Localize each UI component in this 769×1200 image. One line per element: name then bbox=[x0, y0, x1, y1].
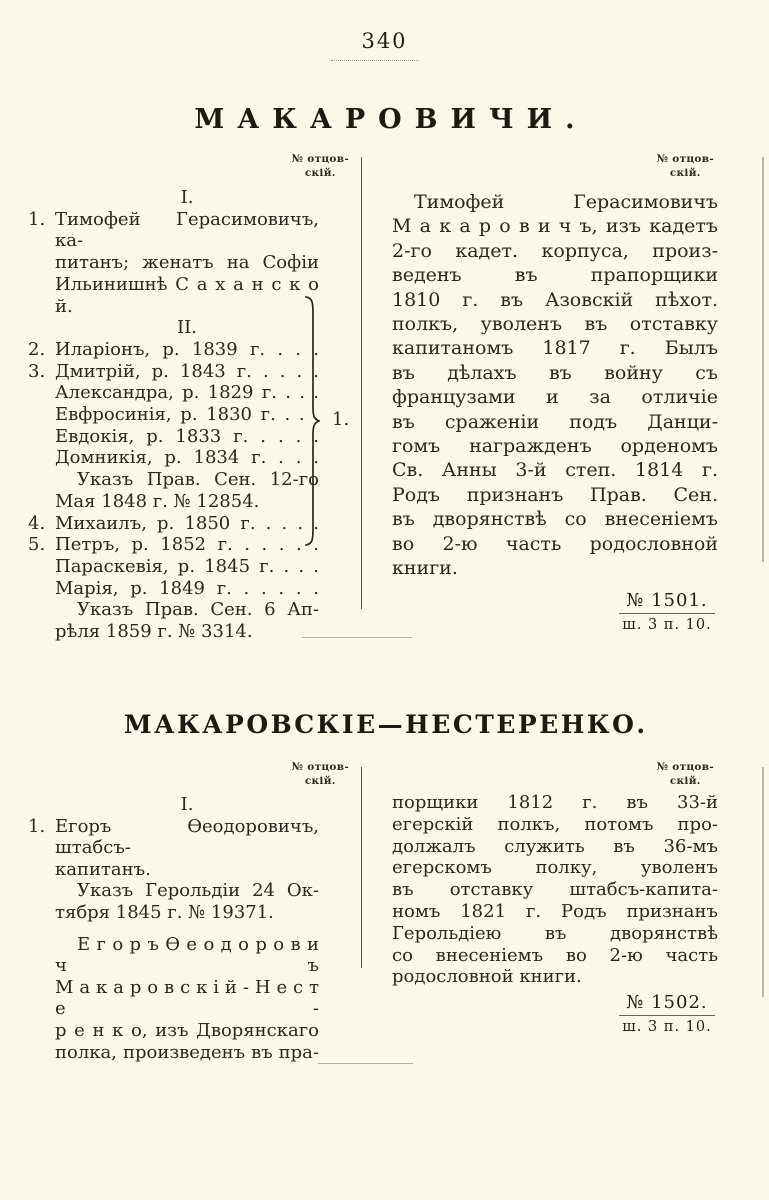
section1-right-column bbox=[392, 190, 718, 581]
entry-line bbox=[392, 966, 718, 988]
entry-line bbox=[392, 945, 718, 967]
entry-text: капитаномъ 1817 г. Былъ bbox=[392, 337, 718, 360]
entry-text: Домникія, р. 1834 г. . . . bbox=[55, 447, 319, 469]
entry-line bbox=[392, 214, 718, 238]
entry-text: полкъ, уволенъ въ отставку bbox=[392, 313, 718, 336]
entry-line bbox=[55, 491, 319, 513]
entry-line bbox=[28, 208, 319, 252]
generation-brace bbox=[304, 295, 320, 547]
entry-text: въ дѣлахъ въ войну съ bbox=[392, 361, 718, 384]
entry-text: со внесеніемъ во 2-ю часть bbox=[392, 944, 718, 966]
entry-line bbox=[392, 857, 718, 879]
column-header-line2: скій. bbox=[669, 774, 701, 787]
entry-line bbox=[55, 934, 319, 977]
entry-text: Тимофей Герасимовичъ bbox=[414, 191, 718, 213]
entry-text: во 2-ю часть родословной bbox=[392, 532, 718, 555]
entry-text: рѣля 1859 г. № 3314. bbox=[55, 621, 253, 643]
entry-text: Параскевія, р. 1845 г. . . . bbox=[55, 555, 319, 577]
entry-line bbox=[55, 599, 319, 621]
column-header-left bbox=[292, 761, 349, 788]
page-edge-divider bbox=[762, 767, 764, 997]
entry-line bbox=[392, 263, 718, 287]
entry-text: Петръ, р. 1852 г. . . . . . bbox=[55, 534, 319, 556]
entry-line bbox=[392, 239, 718, 263]
entry-text: Указъ Прав. Сен. 12-го bbox=[77, 469, 319, 491]
section1-left-column bbox=[28, 187, 319, 643]
column-header-line2: скій. bbox=[304, 166, 336, 179]
entry-line bbox=[55, 469, 319, 491]
section-divider bbox=[302, 637, 412, 638]
entry-text: егерскомъ полку, уволенъ bbox=[392, 857, 718, 879]
entry-text: Указъ Прав. Сен. 6 Ап- bbox=[77, 599, 319, 621]
entry-text: М а к а р о в с к і й - Н е с т е - bbox=[55, 976, 319, 1020]
column-divider bbox=[361, 157, 362, 609]
entry-text: Евфросинія, р. 1830 г. . . . bbox=[55, 404, 319, 426]
entry-number-marker: 2. bbox=[28, 338, 46, 360]
entry-text: Дмитрій, р. 1843 г. . . . . bbox=[55, 360, 319, 382]
entry-line bbox=[28, 338, 319, 361]
entry-number-marker: 1. bbox=[28, 815, 46, 837]
end-of-page-divider bbox=[318, 1063, 413, 1064]
entry-line bbox=[392, 923, 718, 945]
entry-line bbox=[55, 1042, 319, 1064]
entry-text: Указъ Герольдіи 24 Ок- bbox=[77, 880, 319, 902]
entry-text: Александра, р. 1829 г. . . . bbox=[55, 382, 319, 404]
entry-number-marker: 5. bbox=[28, 534, 46, 556]
entry-line bbox=[392, 792, 718, 814]
entry-line bbox=[392, 385, 718, 409]
entry-line bbox=[392, 410, 718, 434]
section2-title: МАКАРОВСКІЕ—НЕСТЕРЕНКО. bbox=[123, 710, 648, 739]
entry-text: Марія, р. 1849 г. . . . . . bbox=[55, 577, 319, 599]
entry-text: II. bbox=[177, 317, 197, 339]
entry-line bbox=[55, 794, 319, 816]
entry-number-marker: 3. bbox=[28, 360, 46, 382]
entry-line bbox=[28, 534, 319, 556]
column-header-line2: скій. bbox=[669, 166, 701, 179]
entry-text: книги. bbox=[392, 557, 458, 580]
entry-text: Е г о р ъ Ѳ е о д о р о в и ч ъ bbox=[55, 933, 319, 977]
entry-text: р е н к о, изъ Дворянскаго bbox=[55, 1019, 319, 1041]
entry-text: веденъ въ прапорщики bbox=[392, 264, 718, 287]
entry-text: Тимофей Герасимовичъ, ка- bbox=[55, 208, 319, 252]
entry-line bbox=[55, 382, 319, 404]
column-header-line1: № отцов- bbox=[291, 761, 349, 773]
entry-line bbox=[55, 556, 319, 578]
entry-line bbox=[392, 879, 718, 901]
entry-line bbox=[392, 556, 718, 580]
entry-line bbox=[392, 361, 718, 385]
entry-line bbox=[392, 190, 718, 214]
record-number: № 1502. bbox=[619, 992, 715, 1016]
entry-line bbox=[55, 1020, 319, 1042]
column-divider bbox=[361, 767, 362, 968]
entry-line bbox=[55, 621, 319, 643]
entry-text: родословной книги. bbox=[392, 966, 582, 988]
entry-line bbox=[28, 815, 319, 859]
entry-text: тября 1845 г. № 19371. bbox=[55, 901, 274, 923]
entry-text: въ отставку штабсъ-капита- bbox=[392, 879, 718, 901]
entry-text: Михаилъ, р. 1850 г. . . . . bbox=[55, 512, 319, 534]
entry-text: Св. Анны 3-й степ. 1814 г. bbox=[392, 459, 718, 482]
page-number-rule bbox=[331, 60, 419, 61]
record-ref bbox=[619, 992, 715, 1035]
entry-text: полка, произведенъ въ пра- bbox=[55, 1041, 319, 1063]
entry-line bbox=[55, 404, 319, 426]
page-edge-divider bbox=[762, 157, 764, 562]
entry-text: французами и за отличіе bbox=[392, 386, 718, 409]
entry-text: порщики 1812 г. въ 33-й bbox=[392, 792, 718, 813]
entry-line bbox=[392, 532, 718, 556]
entry-text: Родъ признанъ Прав. Сен. bbox=[392, 483, 718, 506]
entry-line bbox=[392, 814, 718, 836]
entry-number-marker: 4. bbox=[28, 512, 46, 534]
entry-line bbox=[392, 312, 718, 336]
section1-title: МАКАРОВИЧИ. bbox=[194, 104, 588, 135]
entry-line bbox=[392, 901, 718, 923]
generation-number: 1. bbox=[332, 409, 350, 430]
entry-line bbox=[55, 317, 319, 339]
entry-text: 2-го кадет. корпуса, произ- bbox=[392, 239, 718, 262]
entry-line bbox=[392, 507, 718, 531]
section2-left-column bbox=[28, 794, 319, 1063]
column-header-line1: № отцов- bbox=[291, 153, 349, 165]
entry-text: Евдокія, р. 1833 г. . . . . bbox=[55, 425, 319, 447]
record-number: № 1501. bbox=[619, 590, 715, 614]
entry-line bbox=[55, 274, 319, 317]
entry-text: Иларіонъ, р. 1839 г. . . . bbox=[55, 338, 319, 360]
entry-line bbox=[55, 252, 319, 274]
record-code: ш. 3 п. 10. bbox=[622, 1019, 712, 1035]
entry-text: въ дворянствѣ со внесеніемъ bbox=[392, 508, 718, 531]
entry-line bbox=[55, 902, 319, 924]
entry-text: капитанъ. bbox=[55, 858, 151, 880]
entry-line bbox=[55, 977, 319, 1020]
entry-line bbox=[28, 360, 319, 383]
entry-line bbox=[392, 288, 718, 312]
entry-line bbox=[392, 458, 718, 482]
entry-text: должалъ служить въ 36-мъ bbox=[392, 835, 718, 857]
entry-line bbox=[392, 434, 718, 458]
entry-line bbox=[55, 578, 319, 600]
column-header-left bbox=[292, 153, 349, 180]
entry-text: Герольдіею въ дворянствѣ bbox=[392, 922, 718, 944]
entry-text: Егоръ Ѳеодоровичъ, штабсъ- bbox=[55, 815, 319, 859]
column-header-line1: № отцов- bbox=[656, 761, 714, 773]
entry-number-marker: 1. bbox=[28, 208, 46, 230]
entry-line bbox=[55, 426, 319, 448]
entry-text: номъ 1821 г. Родъ признанъ bbox=[392, 900, 718, 922]
page-number: 340 bbox=[361, 29, 408, 53]
column-header-line2: скій. bbox=[304, 774, 336, 787]
entry-line bbox=[392, 336, 718, 360]
entry-text: М а к а р о в и ч ъ, изъ кадетъ bbox=[392, 215, 718, 238]
entry-text: въ сраженіи подъ Данци- bbox=[392, 410, 718, 433]
entry-text: 1810 г. въ Азовскій пѣхот. bbox=[392, 288, 718, 311]
entry-text: I. bbox=[180, 794, 194, 815]
section2-right-column bbox=[392, 792, 718, 988]
entry-line bbox=[28, 512, 319, 535]
entry-text: Мая 1848 г. № 12854. bbox=[55, 490, 260, 512]
entry-text: гомъ награжденъ орденомъ bbox=[392, 435, 718, 458]
entry-line bbox=[55, 859, 319, 881]
entry-text: Ильинишнѣ С а х а н с к о й. bbox=[55, 273, 319, 317]
entry-line bbox=[55, 880, 319, 902]
column-header-right bbox=[657, 153, 714, 180]
entry-line bbox=[392, 836, 718, 858]
entry-line bbox=[392, 483, 718, 507]
entry-line bbox=[55, 187, 319, 209]
column-header-line1: № отцов- bbox=[656, 153, 714, 165]
entry-text: питанъ; женатъ на Софіи bbox=[55, 252, 319, 274]
record-ref bbox=[619, 590, 715, 633]
entry-line bbox=[55, 447, 319, 469]
record-code: ш. 3 п. 10. bbox=[622, 617, 712, 633]
column-header-right bbox=[657, 761, 714, 788]
entry-text: I. bbox=[180, 187, 194, 208]
entry-text: егерскій полкъ, потомъ про- bbox=[392, 813, 718, 835]
